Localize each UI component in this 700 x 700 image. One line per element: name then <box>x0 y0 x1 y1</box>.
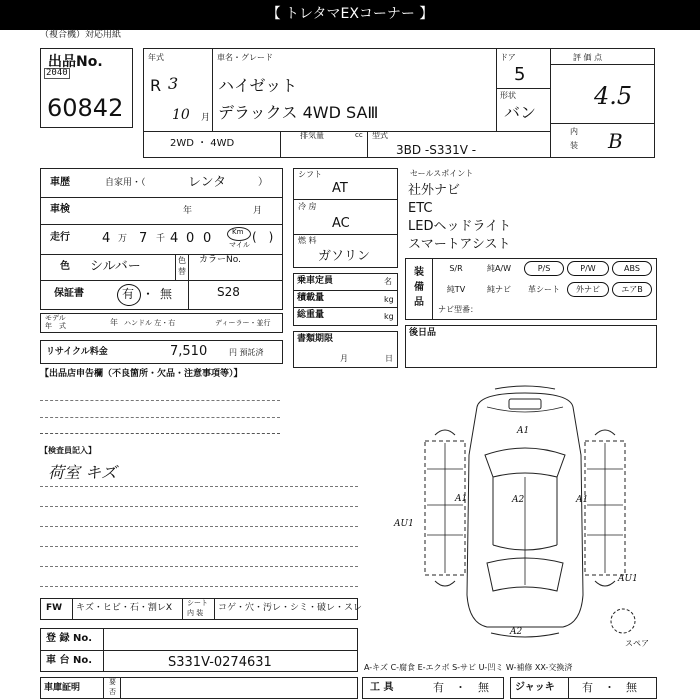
shift-value: AT <box>332 181 348 196</box>
model-name: ハイゼット <box>218 76 298 95</box>
doc-deadline-label: 書類期限 <box>297 334 334 344</box>
sales-point-4: スマートアシスト <box>408 237 511 252</box>
seat-l1: シート <box>187 599 208 607</box>
form-subtitle: （複合機）対応用紙 <box>40 30 122 40</box>
capacity-l3: 総重量 <box>297 310 325 320</box>
color-no-label: カラーNo. <box>199 255 241 265</box>
mileage-label: 走行 <box>50 232 70 243</box>
sales-point-1: 社外ナビ <box>408 183 461 198</box>
mileage-digit-2: 7 <box>139 231 148 246</box>
ac-label: 冷 房 <box>298 202 317 211</box>
warranty-no: 無 <box>160 287 173 301</box>
recycle-value: 7,510 <box>170 344 208 359</box>
mileage-digit-4: 0 <box>186 231 195 246</box>
cert-l2: 否 <box>109 688 116 696</box>
year-month: 10 <box>172 107 190 123</box>
color-label: 色 <box>60 261 70 272</box>
doc-deadline-day: 日 <box>385 354 393 363</box>
equip-pw: P/W <box>567 261 609 276</box>
interior-value: B <box>608 129 623 153</box>
recycle-label: リサイクル料金 <box>46 347 108 357</box>
fw-label: FW <box>46 603 63 613</box>
sales-point-2: ETC <box>408 201 433 216</box>
doors-label: ドア <box>500 53 516 62</box>
mileage-mile: マイル <box>229 241 250 249</box>
color-change-2: 替 <box>178 267 186 276</box>
shift-label: シフト <box>298 170 322 179</box>
color-change-1: 色 <box>178 256 186 265</box>
cert-l1: 要 <box>109 678 116 686</box>
shape-label: 形状 <box>500 91 516 100</box>
jack-yes: 有 <box>582 681 593 694</box>
model-year-l1: モデル <box>45 314 66 322</box>
equipment-label-3: 品 <box>414 297 424 308</box>
color-no-value: S28 <box>217 285 240 299</box>
warranty-sep: ・ <box>142 287 155 301</box>
mark-left-roof: A1 <box>455 494 468 504</box>
displacement-unit: cc <box>355 131 363 139</box>
chassis-label: 車 台 No. <box>46 655 93 666</box>
shape-value: バン <box>504 103 537 122</box>
fuel-value: ガソリン <box>318 249 371 264</box>
warranty-yes: 有 <box>122 287 135 301</box>
lot-label: 出品No. <box>48 54 103 70</box>
jack-no: 無 <box>626 681 637 694</box>
damage-legend: A-キズ C-腐食 E-エクボ S-サビ U-凹ミ W-補修 XX-交換済 <box>364 663 573 672</box>
year-month-unit: 月 <box>201 113 211 123</box>
warranty-label: 保証書 <box>54 288 84 299</box>
equip-leather: 革シート <box>528 285 560 294</box>
model-label: 車名・グレード <box>217 53 273 62</box>
mark-hood: A1 <box>517 426 530 436</box>
seller-note: 【出品店申告欄（不良箇所・欠品・注意事項等）】 <box>40 369 243 379</box>
equip-ext-navi: 外ナビ <box>567 282 609 297</box>
tools-sep: ・ <box>455 681 466 694</box>
mark-rear: A2 <box>510 627 523 637</box>
capacity-u1: 名 <box>384 277 392 286</box>
sales-point-label: セールスポイント <box>410 169 474 178</box>
equipment-label-1: 装 <box>414 267 424 278</box>
year-label: 年式 <box>148 53 164 62</box>
capacity-u3: kg <box>384 312 394 321</box>
jack-label: ジャッキ <box>515 682 555 693</box>
seat-l2: 内 装 <box>187 609 204 617</box>
after-note-block <box>405 325 657 368</box>
tools-label: 工 具 <box>370 682 394 693</box>
ac-value: AC <box>332 216 350 231</box>
inspector-text: 荷室 キズ <box>48 463 117 482</box>
doc-deadline-month: 月 <box>340 354 348 363</box>
equip-sr: S/R <box>449 264 463 273</box>
mark-left-side: AU1 <box>394 519 414 529</box>
mileage-unit-2: 千 <box>156 234 166 244</box>
equip-navi: 純ナビ <box>487 285 511 294</box>
color-value: シルバー <box>90 259 141 274</box>
mileage-km: Km <box>232 228 244 236</box>
navi-type: ナビ型番： <box>438 305 478 314</box>
equip-airbag: エアB <box>612 282 652 297</box>
drive-type: 2WD ・ 4WD <box>170 138 235 149</box>
mileage-digit-5: 0 <box>203 231 212 246</box>
year-value: 3 <box>168 74 179 93</box>
equip-tv: 純TV <box>446 285 466 294</box>
fuel-label: 燃 料 <box>298 236 317 245</box>
chassis-value: S331V-0274631 <box>168 655 272 670</box>
inspection-label: 車検 <box>50 204 70 215</box>
score-label: 評 価 点 <box>573 53 603 62</box>
doors-value: 5 <box>514 64 526 85</box>
seat-text: コゲ・穴・汚レ・シミ・破レ・スレ <box>218 603 363 613</box>
mark-center-roof: A2 <box>512 495 525 505</box>
registration-label: 登 録 No. <box>46 633 93 644</box>
interior-label-1: 内 <box>570 127 578 136</box>
model-year-l2: 年 式 <box>45 322 66 330</box>
history-own: 自家用・（ <box>105 178 146 188</box>
mark-right-rear: AU1 <box>618 574 638 584</box>
inspection-month: 月 <box>253 206 263 216</box>
type-value: 3BD -S331V - <box>396 143 477 157</box>
tools-no: 無 <box>478 681 489 694</box>
equipment-label-2: 備 <box>414 282 424 293</box>
jack-sep: ・ <box>604 681 615 694</box>
history-close: ） <box>258 177 268 188</box>
inspection-year: 年 <box>183 206 193 216</box>
inspector-label: 【検査員記入】 <box>40 446 96 455</box>
capacity-l1: 乗車定員 <box>297 276 334 286</box>
model-year-handle: ハンドル 左・右 <box>124 319 176 327</box>
mileage-unit-1: 万 <box>118 234 128 244</box>
cert-label: 車庫証明 <box>44 683 81 693</box>
lot-tag: 2040 <box>46 68 68 78</box>
mileage-digit-1: 4 <box>102 231 111 246</box>
interior-label-2: 装 <box>570 141 578 150</box>
cert-block <box>40 677 358 699</box>
history-label: 車歴 <box>50 177 70 188</box>
model-grade: デラックス 4WD SAⅢ <box>218 103 379 122</box>
banner-text: 【 トレタマEXコーナー 】 <box>266 6 434 22</box>
mark-right-roof: A1 <box>576 495 589 505</box>
score-value: 4.5 <box>594 82 633 110</box>
model-year-year: 年 <box>110 318 118 327</box>
displacement-label: 排気量 <box>300 131 324 140</box>
tools-yes: 有 <box>433 681 444 694</box>
capacity-l2: 積載量 <box>297 293 325 303</box>
recycle-unit: 円 預託済 <box>229 348 264 357</box>
type-label: 型式 <box>372 131 388 140</box>
mileage-digit-3: 4 <box>170 231 179 246</box>
vehicle-diagram <box>405 385 645 645</box>
year-era: R <box>150 76 162 95</box>
capacity-u2: kg <box>384 295 394 304</box>
after-note: 後日品 <box>409 328 437 338</box>
fw-text: キズ・ヒビ・石・割レX <box>76 603 172 613</box>
spare-label: スペア <box>625 639 649 648</box>
model-year-dealer: ディーラー・並行 <box>215 319 271 327</box>
lot-number: 60842 <box>47 94 124 122</box>
equip-ps: P/S <box>524 261 564 276</box>
history-value: レンタ <box>188 175 227 190</box>
sales-point-3: LEDヘッドライト <box>408 219 512 234</box>
equip-abs: ABS <box>612 261 652 276</box>
equip-aw: 純A/W <box>486 264 512 273</box>
